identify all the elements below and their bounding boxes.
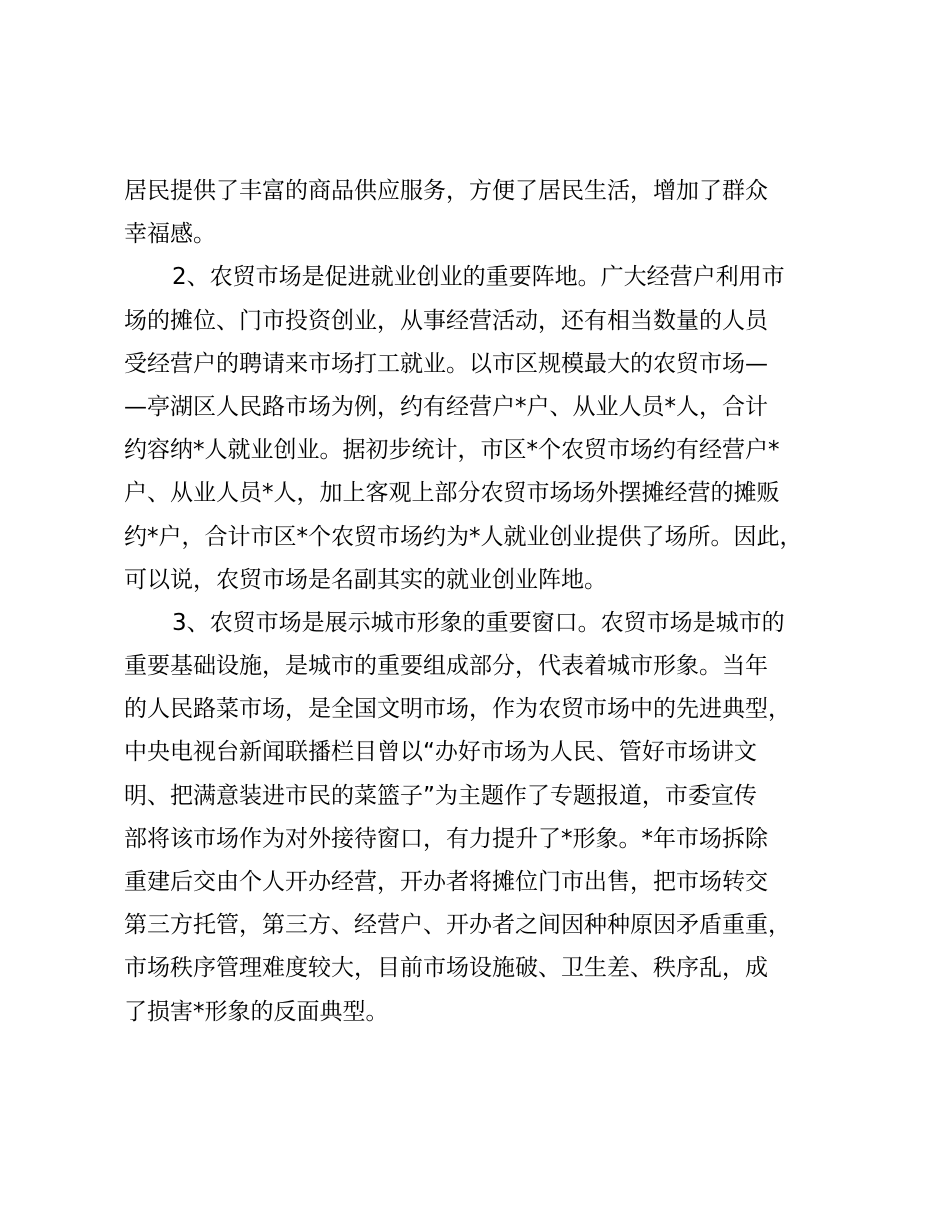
text-line: 户、从业人员*人，加上客观上部分农贸市场场外摆摊经营的摊贩 bbox=[124, 480, 780, 507]
text-line: 场的摊位、门市投资创业，从事经营活动，还有相当数量的人员 bbox=[124, 307, 768, 334]
text-line: 约*户，合计市区*个农贸市场约为*人就业创业提供了场所。因此， bbox=[124, 523, 803, 550]
text-line: 的人民路菜市场，是全国文明市场，作为农贸市场中的先进典型， bbox=[124, 696, 791, 723]
text-line: 重要基础设施，是城市的重要组成部分，代表着城市形象。当年 bbox=[124, 653, 768, 680]
paragraph-2-first-line: 2、农贸市场是促进就业创业的重要阵地。广大经营户利用市 bbox=[172, 264, 785, 291]
text-line: 居民提供了丰富的商品供应服务，方便了居民生活，增加了群众 bbox=[124, 178, 768, 204]
document-body bbox=[124, 170, 860, 1034]
paragraph-3-first-line: 3、农贸市场是展示城市形象的重要窗口。农贸市场是城市的 bbox=[172, 609, 785, 636]
text-line: 明、把满意装进市民的菜篮子”为主题作了专题报道，市委宣传 bbox=[124, 782, 757, 809]
text-line: 可以说，农贸市场是名副其实的就业创业阵地。 bbox=[124, 566, 607, 593]
text-line: —亭湖区人民路市场为例，约有经营户*户、从业人员*人，合计 bbox=[124, 393, 768, 420]
text-line: 第三方托管，第三方、经营户、开办者之间因种种原因矛盾重重， bbox=[124, 912, 791, 939]
text-line: 约容纳*人就业创业。据初步统计，市区*个农贸市场约有经营户* bbox=[124, 437, 780, 464]
text-line: 市场秩序管理难度较大，目前市场设施破、卫生差、秩序乱，成 bbox=[124, 955, 768, 982]
text-line: 部将该市场作为对外接待窗口，有力提升了*形象。*年市场拆除 bbox=[124, 825, 768, 852]
text-line: 受经营户的聘请来市场打工就业。以市区规模最大的农贸市场— bbox=[124, 350, 768, 377]
text-line: 了损害*形象的反面典型。 bbox=[124, 998, 389, 1025]
text-line: 重建后交由个人开办经营，开办者将摊位门市出售，把市场转交 bbox=[124, 869, 768, 895]
text-line: 幸福感。 bbox=[124, 221, 216, 248]
text-line: 中央电视台新闻联播栏目曾以“办好市场为人民、管好市场讲文 bbox=[124, 739, 757, 766]
